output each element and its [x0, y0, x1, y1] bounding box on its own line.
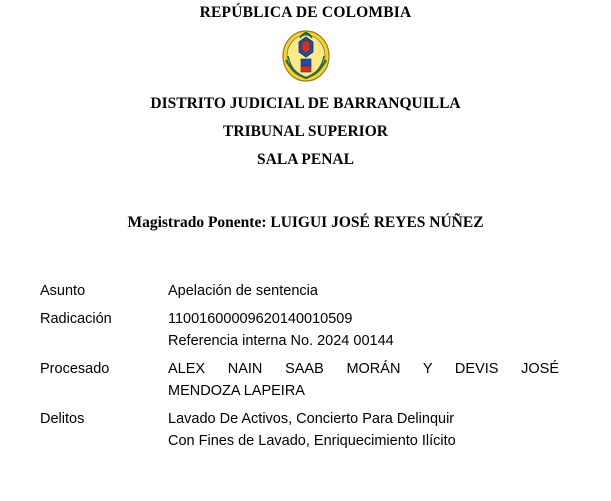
metadata-line: MENDOZA LAPEIRA — [168, 382, 305, 399]
metadata-label: Delitos — [40, 410, 85, 427]
metadata-line: Apelación de sentencia — [168, 282, 318, 299]
court-title: TRIBUNAL SUPERIOR — [223, 123, 388, 141]
metadata-label: Radicación — [40, 310, 112, 327]
metadata-line: ALEX NAIN SAAB MORÁN Y DEVIS JOSÉ — [168, 360, 559, 377]
document-header — [0, 0, 611, 172]
metadata-row-procesado — [40, 358, 559, 402]
coat-of-arms-container — [0, 30, 611, 82]
metadata-value — [168, 358, 559, 402]
metadata-value — [168, 308, 559, 352]
metadata-label: Asunto — [40, 282, 86, 299]
metadata-value — [168, 280, 559, 302]
reporting-magistrate: Magistrado Ponente: LUIGUI JOSÉ REYES NÚÑEZ — [127, 213, 484, 231]
metadata-line: Con Fines de Lavado, Enriquecimiento Ilícito — [168, 432, 456, 449]
metadata-line: Referencia interna No. 2024 00144 — [168, 332, 394, 349]
metadata-value — [168, 408, 559, 452]
case-metadata — [0, 280, 611, 452]
chamber-title: SALA PENAL — [257, 151, 354, 169]
metadata-line: 11001600009620140010509 — [168, 310, 353, 327]
metadata-row-radicacion — [40, 308, 559, 352]
metadata-row-asunto — [40, 280, 559, 302]
district-title: DISTRITO JUDICIAL DE BARRANQUILLA — [150, 94, 461, 112]
metadata-label: Procesado — [40, 360, 110, 377]
metadata-row-delitos — [40, 408, 559, 452]
republic-title: REPÚBLICA DE COLOMBIA — [199, 4, 412, 21]
colombia-coat-of-arms-icon — [282, 30, 330, 82]
metadata-line: Lavado De Activos, Concierto Para Delinquir — [168, 410, 455, 427]
